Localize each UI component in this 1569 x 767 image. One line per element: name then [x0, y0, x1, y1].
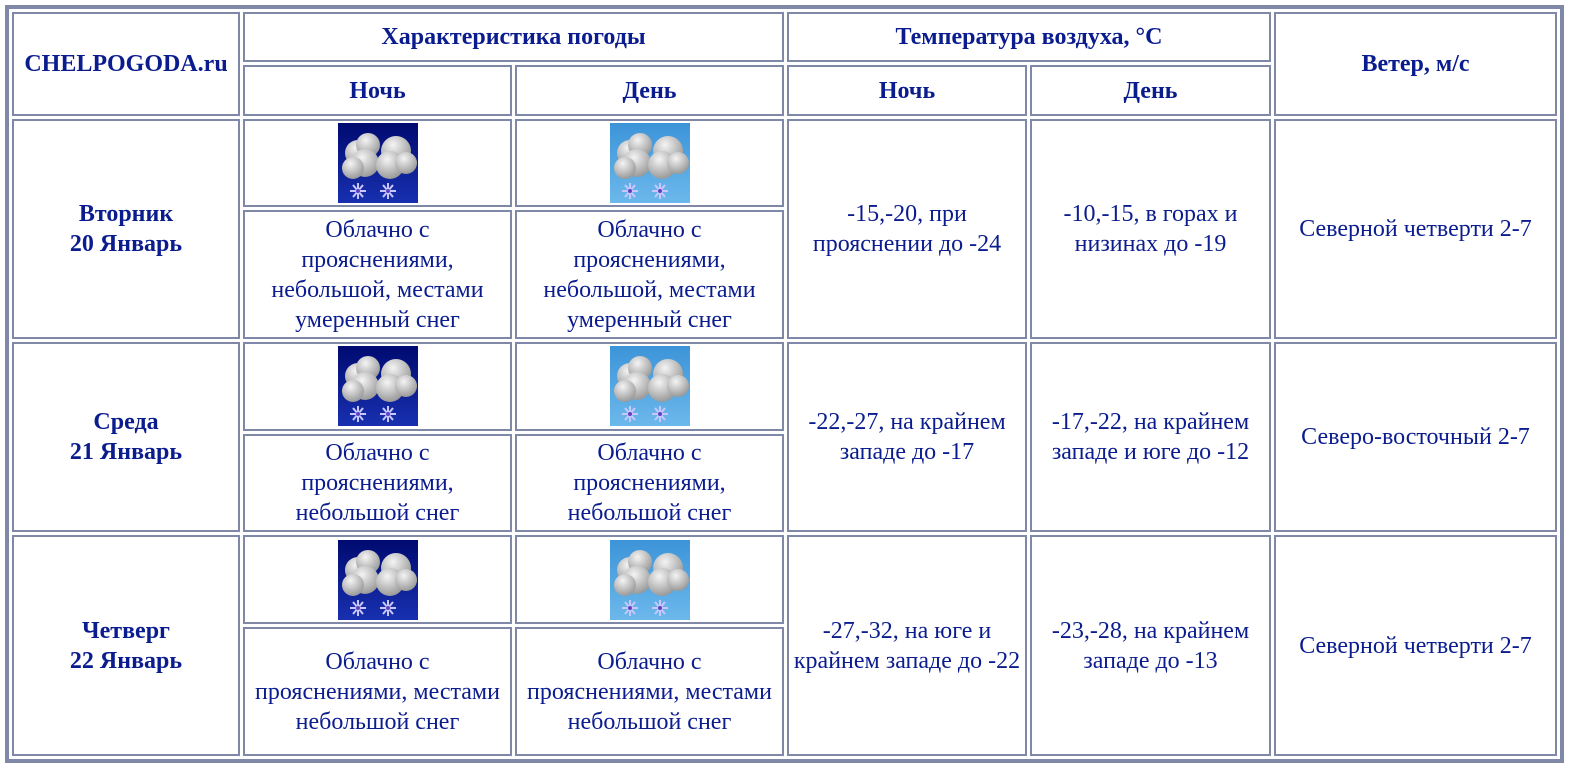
- day-description: Облачно с прояснениями, местами небольшой снег: [515, 627, 784, 756]
- night-cloudy-snow-icon: [338, 540, 418, 620]
- date: 20 Январь: [69, 230, 183, 257]
- day-temp: -10,-15, в горах и низинах до -19: [1030, 119, 1271, 340]
- day-icon-cell: [515, 342, 784, 431]
- day-label: [12, 119, 240, 340]
- night-icon-cell: [243, 119, 512, 208]
- night-icon-cell: [243, 535, 512, 624]
- weekday: Среда: [93, 409, 159, 436]
- forecast-table: [5, 5, 1564, 763]
- night-cloudy-snow-icon: [338, 346, 418, 426]
- day-description: Облачно с прояснениями, небольшой снег: [515, 434, 784, 533]
- date: 22 Январь: [69, 647, 183, 674]
- air-temp-header: Температура воздуха, °C: [787, 12, 1271, 62]
- table-row: [12, 342, 1557, 431]
- night-description: Облачно с прояснениями, небольшой, местами умеренный снег: [243, 210, 512, 339]
- night-icon-cell: [243, 342, 512, 431]
- night-cloudy-snow-icon: [338, 123, 418, 203]
- day-temp: -17,-22, на крайнем западе и юге до -12: [1030, 342, 1271, 532]
- day-cloudy-snow-icon: [610, 540, 690, 620]
- wind-value: Северо-восточный 2-7: [1274, 342, 1557, 532]
- night-description: Облачно с прояснениями, местами небольшой снег: [243, 627, 512, 756]
- weekday: Вторник: [78, 200, 174, 227]
- weather-char-header: Характеристика погоды: [243, 12, 784, 62]
- table-row: [12, 535, 1557, 624]
- date: 21 Январь: [69, 439, 183, 466]
- temp-night-header: Ночь: [787, 65, 1027, 115]
- night-description: Облачно с прояснениями, небольшой снег: [243, 434, 512, 533]
- night-temp: -27,-32, на юге и крайнем западе до -22: [787, 535, 1027, 756]
- day-temp: -23,-28, на крайнем западе до -13: [1030, 535, 1271, 756]
- day-label: [12, 342, 240, 532]
- day-cloudy-snow-icon: [610, 123, 690, 203]
- day-icon-cell: [515, 119, 784, 208]
- night-temp: -22,-27, на крайнем западе до -17: [787, 342, 1027, 532]
- day-description: Облачно с прояснениями, небольшой, местами умеренный снег: [515, 210, 784, 339]
- wind-value: Северной четверти 2-7: [1274, 535, 1557, 756]
- brand-logo-text: CHELPOGODA.ru: [12, 12, 240, 116]
- day-label: [12, 535, 240, 756]
- day-cloudy-snow-icon: [610, 346, 690, 426]
- night-temp: -15,-20, при прояснении до -24: [787, 119, 1027, 340]
- weekday: Четверг: [82, 617, 170, 644]
- weather-night-header: Ночь: [243, 65, 512, 115]
- temp-day-header: День: [1030, 65, 1271, 115]
- wind-value: Северной четверти 2-7: [1274, 119, 1557, 340]
- table-row: [12, 119, 1557, 208]
- day-icon-cell: [515, 535, 784, 624]
- wind-header: Ветер, м/с: [1274, 12, 1557, 116]
- weather-day-header: День: [515, 65, 784, 115]
